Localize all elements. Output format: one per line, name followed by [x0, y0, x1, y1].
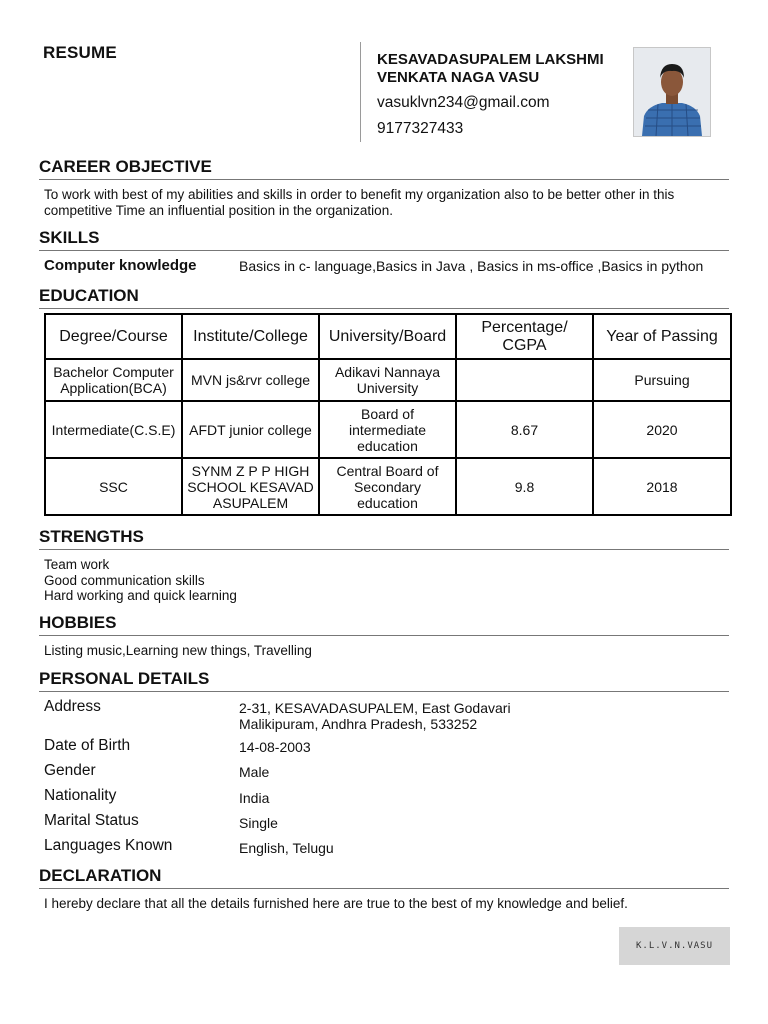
address-label: Address [44, 698, 101, 715]
column-header: Degree/Course [45, 314, 182, 359]
email-address: vasuklvn234@gmail.com [377, 94, 550, 111]
table-cell: Pursuing [593, 359, 731, 401]
column-header: Percentage/ CGPA [456, 314, 593, 359]
table-row [45, 401, 731, 458]
person-portrait-icon [634, 48, 710, 136]
table-cell: Intermediate(C.S.E) [45, 401, 182, 458]
address-value [239, 700, 511, 732]
address-line-2: Malikipuram, Andhra Pradesh, 533252 [239, 716, 478, 732]
table-cell: AFDT junior college [182, 401, 319, 458]
career-objective-heading [39, 157, 729, 180]
education-title: EDUCATION [39, 286, 139, 305]
table-cell: SYNM Z P P HIGH SCHOOL KESAVAD ASUPALEM [182, 458, 319, 515]
table-cell: Board of intermediate education [319, 401, 456, 458]
gender-value: Male [239, 764, 270, 780]
skill-value: Basics in c- language,Basics in Java , Basics in ms-office ,Basics in python [239, 258, 704, 274]
skills-title: SKILLS [39, 228, 100, 247]
table-cell: Adikavi Nannaya University [319, 359, 456, 401]
header-divider [360, 42, 361, 142]
name-line-1: KESAVADASUPALEM LAKSHMI [377, 51, 604, 68]
declaration-title: DECLARATION [39, 866, 162, 885]
table-cell: SSC [45, 458, 182, 515]
career-objective-line-2: competitive Time an influential position in the organization. [44, 202, 393, 218]
skills-heading [39, 228, 729, 251]
education-heading [39, 286, 729, 309]
strengths-heading [39, 527, 729, 550]
nationality-value: India [239, 790, 270, 806]
table-cell: 2018 [593, 458, 731, 515]
career-objective-title: CAREER OBJECTIVE [39, 157, 212, 176]
strengths-list [44, 557, 237, 604]
dob-label: Date of Birth [44, 737, 131, 754]
table-row [45, 458, 731, 515]
marital-status-value: Single [239, 815, 278, 831]
signature-text: K.L.V.N.VASU [635, 941, 714, 951]
career-objective-line-1: To work with best of my abilities and skills in order to benefit my organization also to be better other in this [44, 187, 675, 202]
dob-value: 14-08-2003 [239, 739, 311, 755]
table-header-row [45, 314, 731, 359]
hobbies-text: Listing music,Learning new things, Travelling [44, 643, 312, 658]
table-cell: 8.67 [456, 401, 593, 458]
languages-value: English, Telugu [239, 840, 334, 856]
nationality-label: Nationality [44, 787, 117, 804]
table-cell: Central Board of Secondary education [319, 458, 456, 515]
list-item: Hard working and quick learning [44, 588, 237, 603]
resume-label: RESUME [43, 43, 117, 62]
career-objective-text [44, 187, 674, 218]
gender-label: Gender [44, 762, 96, 779]
declaration-heading [39, 866, 729, 889]
hobbies-heading [39, 613, 729, 636]
marital-status-label: Marital Status [44, 812, 139, 829]
hobbies-title: HOBBIES [39, 613, 117, 632]
profile-photo [633, 47, 711, 137]
table-cell: 9.8 [456, 458, 593, 515]
phone-number: 9177327433 [377, 120, 464, 137]
languages-label: Languages Known [44, 837, 173, 854]
education-table [44, 313, 732, 516]
personal-details-title: PERSONAL DETAILS [39, 669, 210, 688]
column-header: University/Board [319, 314, 456, 359]
column-header: Institute/College [182, 314, 319, 359]
skill-label: Computer knowledge [44, 257, 197, 274]
table-cell: MVN js&rvr college [182, 359, 319, 401]
candidate-name [377, 51, 627, 87]
table-cell: Bachelor Computer Application(BCA) [45, 359, 182, 401]
table-cell [456, 359, 593, 401]
declaration-text: I hereby declare that all the details furnished here are true to the best of my knowledge and belief. [44, 896, 628, 911]
address-line-1: 2-31, KESAVADASUPALEM, East Godavari [239, 700, 511, 716]
personal-details-heading [39, 669, 729, 692]
list-item: Good communication skills [44, 572, 205, 588]
list-item: Team work [44, 557, 110, 572]
column-header: Year of Passing [593, 314, 731, 359]
signature-image [619, 927, 730, 965]
name-line-2: VENKATA NAGA VASU [377, 69, 540, 86]
table-row [45, 359, 731, 401]
strengths-title: STRENGTHS [39, 527, 144, 546]
table-cell: 2020 [593, 401, 731, 458]
